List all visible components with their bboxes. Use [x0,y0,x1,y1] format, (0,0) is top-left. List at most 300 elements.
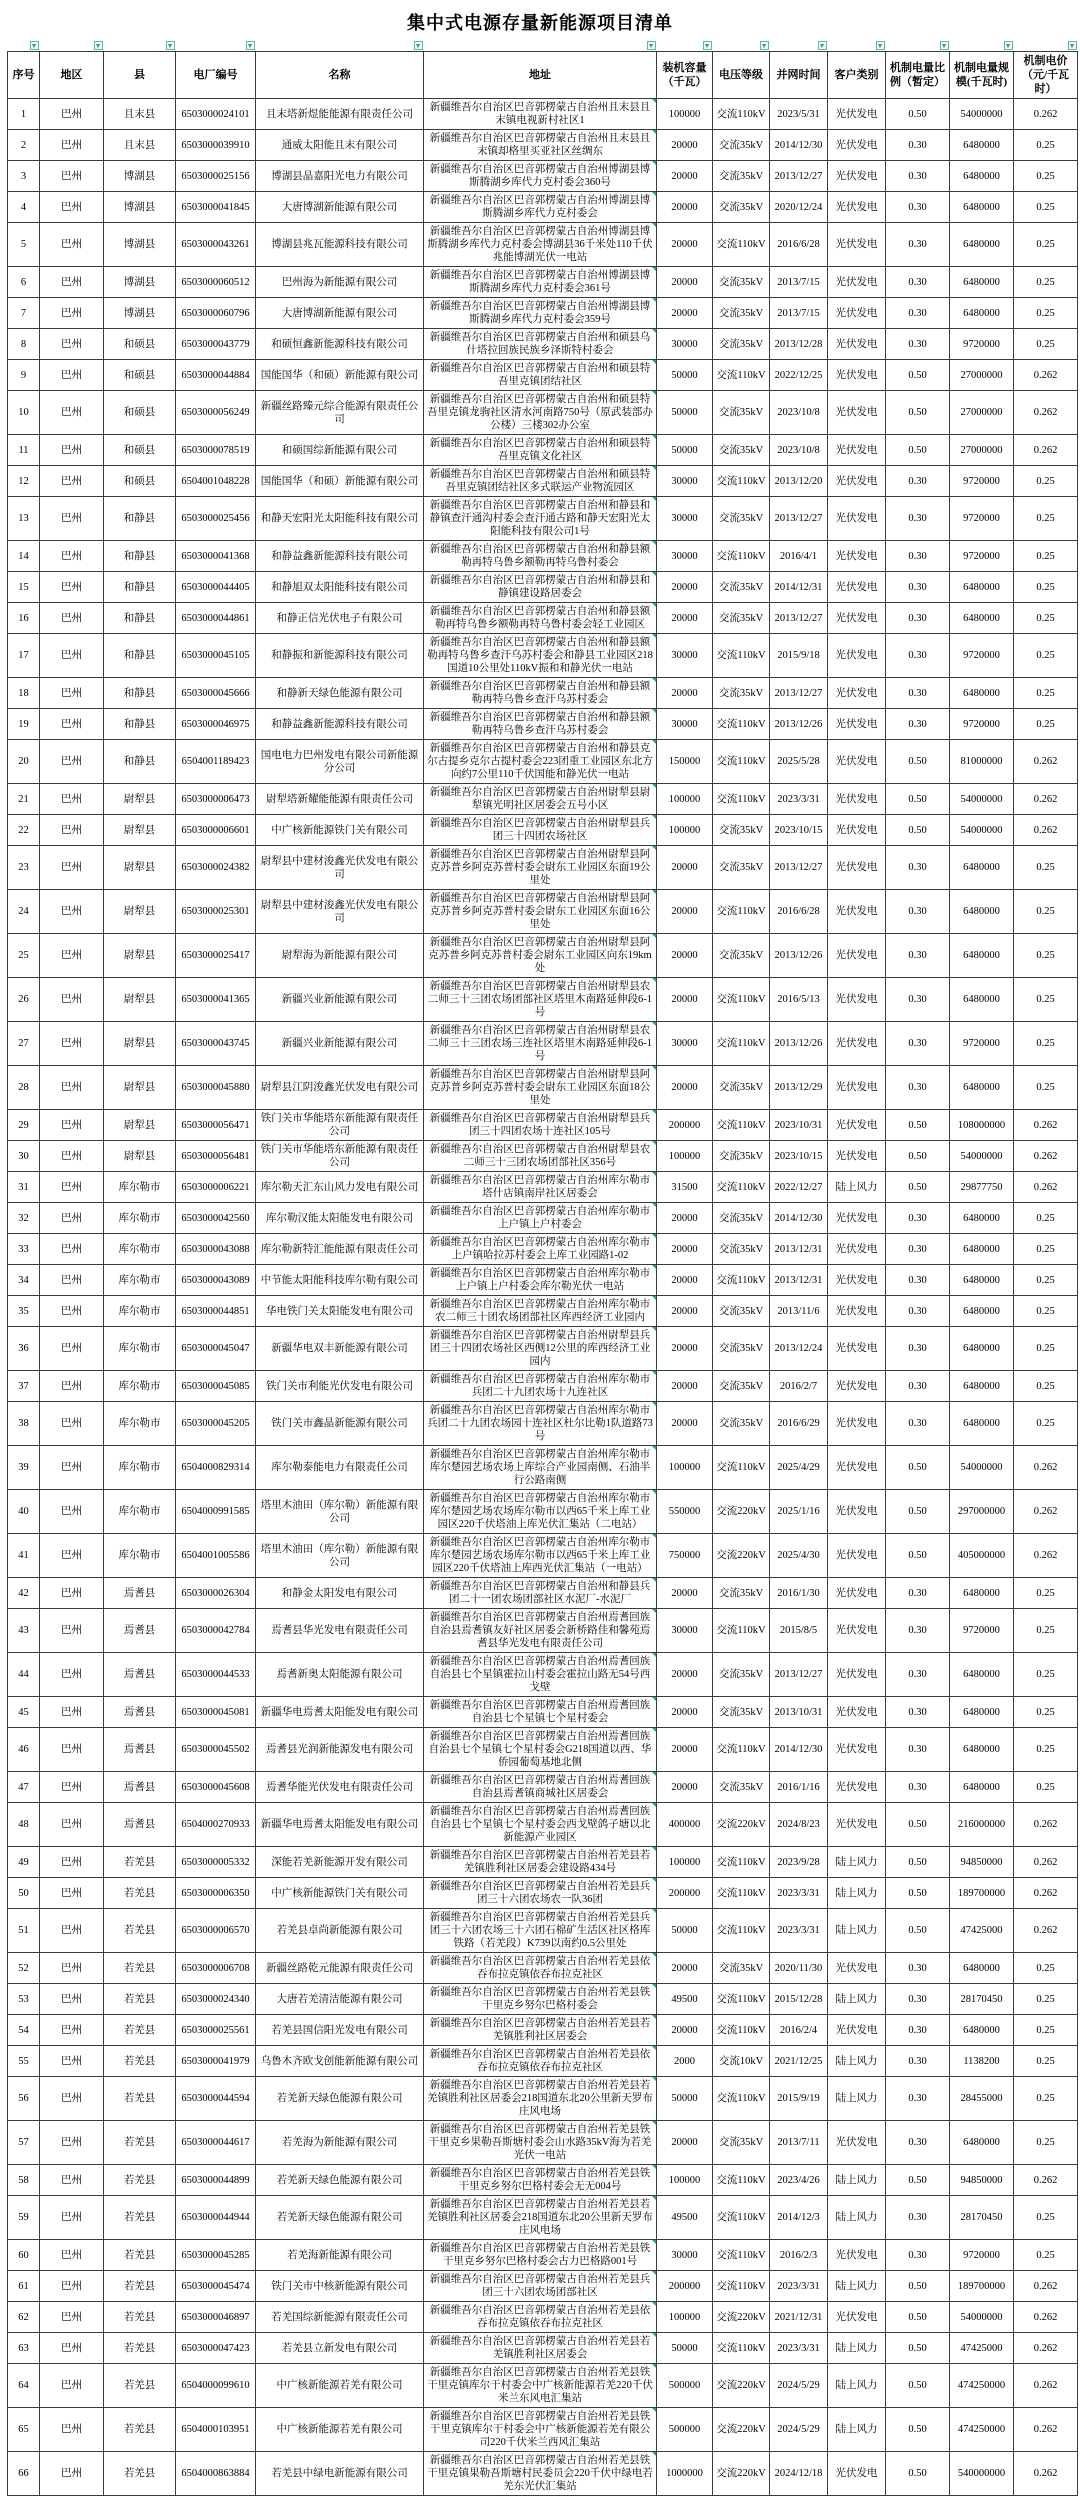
cell-name[interactable]: 新疆华电焉耆太阳能发电有限公司 [256,1803,424,1847]
cell-region[interactable]: 巴州 [40,1578,104,1609]
cell-ratio[interactable]: 0.30 [886,298,950,329]
cell-capacity[interactable]: 100000 [657,815,713,846]
cell-county[interactable]: 博湖县 [104,161,176,192]
cell-plant-no[interactable]: 6503000056249 [176,391,256,435]
cell-address[interactable]: 新疆维吾尔自治区巴音郭楞蒙古自治州库尔勒市库尔楚园艺场农场库尔勒市以西65千米上库工业园区220千伏塔油上库西光伏汇集站（一电站） [424,1534,657,1578]
cell-price[interactable]: 0.25 [1014,1772,1078,1803]
cell-ratio[interactable]: 0.50 [886,2333,950,2364]
cell-scale[interactable]: 9720000 [950,466,1014,497]
cell-capacity[interactable]: 50000 [657,435,713,466]
cell-seq[interactable]: 6 [8,267,40,298]
cell-voltage[interactable]: 交流110kV [713,978,770,1022]
cell-capacity[interactable]: 30000 [657,2240,713,2271]
cell-county[interactable]: 若羌县 [104,1984,176,2015]
cell-grid-date[interactable]: 2025/4/30 [770,1534,828,1578]
cell-category[interactable]: 光伏发电 [828,634,886,678]
cell-capacity[interactable]: 20000 [657,1697,713,1728]
cell-plant-no[interactable]: 6503000026304 [176,1578,256,1609]
cell-seq[interactable]: 3 [8,161,40,192]
cell-price[interactable]: 0.262 [1014,1446,1078,1490]
cell-seq[interactable]: 41 [8,1534,40,1578]
cell-price[interactable]: 0.25 [1014,890,1078,934]
cell-scale[interactable]: 27000000 [950,391,1014,435]
cell-seq[interactable]: 40 [8,1490,40,1534]
cell-category[interactable]: 陆上风力 [828,2077,886,2121]
cell-price[interactable]: 0.25 [1014,161,1078,192]
cell-capacity[interactable]: 49500 [657,2196,713,2240]
cell-scale[interactable]: 6480000 [950,678,1014,709]
cell-address[interactable]: 新疆维吾尔自治区巴音郭楞蒙古自治州和静县额勒再特乌鲁乡额勒再特乌鲁村委会轻工业园区 [424,603,657,634]
cell-voltage[interactable]: 交流110kV [713,740,770,784]
cell-voltage[interactable]: 交流110kV [713,2240,770,2271]
cell-price[interactable]: 0.25 [1014,497,1078,541]
cell-ratio[interactable]: 0.30 [886,934,950,978]
cell-voltage[interactable]: 交流110kV [713,2165,770,2196]
cell-region[interactable]: 巴州 [40,99,104,130]
cell-category[interactable]: 光伏发电 [828,2240,886,2271]
cell-region[interactable]: 巴州 [40,1609,104,1653]
cell-region[interactable]: 巴州 [40,1141,104,1172]
cell-plant-no[interactable]: 6503000044617 [176,2121,256,2165]
cell-voltage[interactable]: 交流110kV [713,890,770,934]
cell-scale[interactable]: 9720000 [950,541,1014,572]
cell-address[interactable]: 新疆维吾尔自治区巴音郭楞蒙古自治州尉犁县阿克苏普乡阿克苏普村委会尉东工业园区东面19公里处 [424,846,657,890]
cell-plant-no[interactable]: 6503000025456 [176,497,256,541]
cell-category[interactable]: 光伏发电 [828,978,886,1022]
cell-ratio[interactable]: 0.50 [886,1490,950,1534]
cell-plant-no[interactable]: 6503000043089 [176,1265,256,1296]
cell-seq[interactable]: 57 [8,2121,40,2165]
cell-price[interactable]: 0.262 [1014,1172,1078,1203]
cell-name[interactable]: 塔里木油田（库尔勒）新能源有限公司 [256,1534,424,1578]
cell-scale[interactable]: 6480000 [950,1578,1014,1609]
cell-grid-date[interactable]: 2013/12/20 [770,466,828,497]
cell-capacity[interactable]: 30000 [657,329,713,360]
cell-address[interactable]: 新疆维吾尔自治区巴音郭楞蒙古自治州若羌县铁干里克乡努尔巴格村委会 [424,1984,657,2015]
cell-plant-no[interactable]: 6503000006601 [176,815,256,846]
cell-category[interactable]: 光伏发电 [828,1203,886,1234]
cell-category[interactable]: 光伏发电 [828,1534,886,1578]
cell-grid-date[interactable]: 2021/12/31 [770,2302,828,2333]
cell-county[interactable]: 和静县 [104,541,176,572]
cell-capacity[interactable]: 2000 [657,2046,713,2077]
cell-seq[interactable]: 49 [8,1847,40,1878]
cell-county[interactable]: 和静县 [104,709,176,740]
cell-grid-date[interactable]: 2013/12/31 [770,1265,828,1296]
cell-grid-date[interactable]: 2016/6/29 [770,1402,828,1446]
cell-scale[interactable]: 6480000 [950,223,1014,267]
cell-address[interactable]: 新疆维吾尔自治区巴音郭楞蒙古自治州博湖县博斯腾湖乡库代力克村委会博湖县36千米处110千伏兆能博湖光伏一电站 [424,223,657,267]
cell-price[interactable]: 0.262 [1014,1847,1078,1878]
cell-region[interactable]: 巴州 [40,391,104,435]
cell-capacity[interactable]: 30000 [657,1022,713,1066]
cell-name[interactable]: 新疆华电双丰新能源有限公司 [256,1327,424,1371]
cell-grid-date[interactable]: 2014/12/30 [770,1203,828,1234]
filter-button[interactable] [414,41,423,50]
cell-capacity[interactable]: 49500 [657,1984,713,2015]
cell-price[interactable]: 0.25 [1014,1609,1078,1653]
cell-ratio[interactable]: 0.50 [886,2271,950,2302]
cell-seq[interactable]: 17 [8,634,40,678]
cell-category[interactable]: 陆上风力 [828,2046,886,2077]
cell-region[interactable]: 巴州 [40,1953,104,1984]
cell-region[interactable]: 巴州 [40,1371,104,1402]
header-name[interactable]: 名称 [256,52,424,99]
cell-ratio[interactable]: 0.50 [886,1446,950,1490]
cell-seq[interactable]: 9 [8,360,40,391]
cell-category[interactable]: 光伏发电 [828,192,886,223]
cell-category[interactable]: 陆上风力 [828,2408,886,2452]
cell-capacity[interactable]: 30000 [657,1609,713,1653]
cell-grid-date[interactable]: 2013/12/26 [770,1022,828,1066]
cell-scale[interactable]: 27000000 [950,360,1014,391]
cell-voltage[interactable]: 交流35kV [713,298,770,329]
cell-grid-date[interactable]: 2023/10/8 [770,435,828,466]
cell-address[interactable]: 新疆维吾尔自治区巴音郭楞蒙古自治州若羌县铁干里克乡果勒吾斯塘村委会山水路35kV海为若羌光伏一电站 [424,2121,657,2165]
cell-category[interactable]: 陆上风力 [828,2271,886,2302]
cell-price[interactable]: 0.25 [1014,1653,1078,1697]
cell-scale[interactable]: 54000000 [950,784,1014,815]
cell-capacity[interactable]: 500000 [657,2364,713,2408]
cell-scale[interactable]: 9720000 [950,1022,1014,1066]
cell-plant-no[interactable]: 6503000078519 [176,435,256,466]
cell-county[interactable]: 库尔勒市 [104,1327,176,1371]
cell-seq[interactable]: 43 [8,1609,40,1653]
cell-ratio[interactable]: 0.30 [886,1953,950,1984]
cell-county[interactable]: 库尔勒市 [104,1371,176,1402]
cell-name[interactable]: 若羌县卓尚新能源有限公司 [256,1909,424,1953]
cell-category[interactable]: 陆上风力 [828,1172,886,1203]
cell-address[interactable]: 新疆维吾尔自治区巴音郭楞蒙古自治州焉耆回族自治县焉耆镇商城社区居委会 [424,1772,657,1803]
cell-category[interactable]: 光伏发电 [828,1772,886,1803]
cell-name[interactable]: 且末塔新煜能能源有限责任公司 [256,99,424,130]
cell-seq[interactable]: 24 [8,890,40,934]
cell-voltage[interactable]: 交流110kV [713,634,770,678]
cell-county[interactable]: 若羌县 [104,2240,176,2271]
cell-price[interactable]: 0.25 [1014,934,1078,978]
cell-scale[interactable]: 28170450 [950,2196,1014,2240]
cell-voltage[interactable]: 交流35kV [713,2121,770,2165]
cell-address[interactable]: 新疆维吾尔自治区巴音郭楞蒙古自治州库尔勒市库尔楚园艺场农场上库综合产业园南侧、石油半行公路南侧 [424,1446,657,1490]
cell-price[interactable]: 0.262 [1014,2165,1078,2196]
cell-county[interactable]: 和硕县 [104,391,176,435]
cell-plant-no[interactable]: 6503000006570 [176,1909,256,1953]
cell-ratio[interactable]: 0.30 [886,1265,950,1296]
cell-grid-date[interactable]: 2021/12/25 [770,2046,828,2077]
cell-name[interactable]: 库尔勒新特汇能能源有限责任公司 [256,1234,424,1265]
filter-button[interactable] [30,41,39,50]
cell-voltage[interactable]: 交流110kV [713,1022,770,1066]
cell-voltage[interactable]: 交流35kV [713,1772,770,1803]
cell-scale[interactable]: 9720000 [950,2240,1014,2271]
cell-region[interactable]: 巴州 [40,603,104,634]
cell-name[interactable]: 铁门关市华能塔东新能源有限责任公司 [256,1141,424,1172]
cell-region[interactable]: 巴州 [40,267,104,298]
cell-region[interactable]: 巴州 [40,1296,104,1327]
cell-address[interactable]: 新疆维吾尔自治区巴音郭楞蒙古自治州博湖县博斯腾湖乡库代力克村委会360号 [424,161,657,192]
cell-region[interactable]: 巴州 [40,1490,104,1534]
cell-region[interactable]: 巴州 [40,1984,104,2015]
cell-category[interactable]: 光伏发电 [828,815,886,846]
cell-price[interactable]: 0.25 [1014,223,1078,267]
cell-scale[interactable]: 6480000 [950,130,1014,161]
cell-scale[interactable]: 6480000 [950,1265,1014,1296]
cell-address[interactable]: 新疆维吾尔自治区巴音郭楞蒙古自治州库尔勒市兵团二十九团农场十九连社区 [424,1371,657,1402]
cell-capacity[interactable]: 400000 [657,1803,713,1847]
cell-category[interactable]: 光伏发电 [828,541,886,572]
cell-category[interactable]: 光伏发电 [828,1490,886,1534]
cell-region[interactable]: 巴州 [40,2196,104,2240]
cell-voltage[interactable]: 交流35kV [713,435,770,466]
cell-voltage[interactable]: 交流220kV [713,2302,770,2333]
cell-scale[interactable]: 6480000 [950,603,1014,634]
cell-voltage[interactable]: 交流35kV [713,1402,770,1446]
header-region[interactable]: 地区 [40,52,104,99]
cell-voltage[interactable]: 交流110kV [713,1847,770,1878]
cell-name[interactable]: 尉犁县中建材浚鑫光伏发电有限公司 [256,890,424,934]
cell-category[interactable]: 陆上风力 [828,1878,886,1909]
cell-address[interactable]: 新疆维吾尔自治区巴音郭楞蒙古自治州尉犁县兵团三十四团农场社区西侧12公里的库西经济工业园内 [424,1327,657,1371]
cell-voltage[interactable]: 交流35kV [713,1066,770,1110]
cell-address[interactable]: 新疆维吾尔自治区巴音郭楞蒙古自治州尉犁县兵团三十四团农场十连社区105号 [424,1110,657,1141]
cell-address[interactable]: 新疆维吾尔自治区巴音郭楞蒙古自治州和静县额勒再特乌鲁乡查汗乌苏村委会 [424,709,657,740]
cell-seq[interactable]: 58 [8,2165,40,2196]
cell-grid-date[interactable]: 2020/11/30 [770,1953,828,1984]
header-capacity[interactable]: 装机容量（千瓦） [657,52,713,99]
cell-scale[interactable]: 29877750 [950,1172,1014,1203]
cell-seq[interactable]: 29 [8,1110,40,1141]
filter-button[interactable] [760,41,769,50]
header-seq[interactable]: 序号 [8,52,40,99]
cell-county[interactable]: 和硕县 [104,360,176,391]
cell-category[interactable]: 光伏发电 [828,1578,886,1609]
cell-grid-date[interactable]: 2013/11/6 [770,1296,828,1327]
cell-grid-date[interactable]: 2023/3/31 [770,784,828,815]
cell-grid-date[interactable]: 2023/9/28 [770,1847,828,1878]
cell-voltage[interactable]: 交流110kV [713,2271,770,2302]
cell-address[interactable]: 新疆维吾尔自治区巴音郭楞蒙古自治州若羌县铁干里克镇果勒吾斯塘村民委员会220千伏中绿电若羌东光伏汇集站 [424,2452,657,2496]
cell-address[interactable]: 新疆维吾尔自治区巴音郭楞蒙古自治州尉犁县农二师三十三团农场团部社区356号 [424,1141,657,1172]
cell-region[interactable]: 巴州 [40,1847,104,1878]
cell-plant-no[interactable]: 6503000044851 [176,1296,256,1327]
cell-region[interactable]: 巴州 [40,1402,104,1446]
cell-voltage[interactable]: 交流35kV [713,329,770,360]
cell-region[interactable]: 巴州 [40,2333,104,2364]
cell-address[interactable]: 新疆维吾尔自治区巴音郭楞蒙古自治州若羌县若羌镇胜利社区居委会218国道东北20公里新天罗布庄风电场 [424,2196,657,2240]
cell-voltage[interactable]: 交流35kV [713,192,770,223]
cell-address[interactable]: 新疆维吾尔自治区巴音郭楞蒙古自治州和静县额勒再特乌鲁乡额勒再特乌鲁村委会 [424,541,657,572]
cell-region[interactable]: 巴州 [40,784,104,815]
cell-seq[interactable]: 36 [8,1327,40,1371]
cell-voltage[interactable]: 交流110kV [713,1878,770,1909]
cell-scale[interactable]: 28170450 [950,1984,1014,2015]
cell-capacity[interactable]: 550000 [657,1490,713,1534]
cell-plant-no[interactable]: 6503000025561 [176,2015,256,2046]
cell-price[interactable]: 0.262 [1014,2333,1078,2364]
cell-name[interactable]: 国能国华（和硕）新能源有限公司 [256,360,424,391]
cell-grid-date[interactable]: 2013/12/27 [770,846,828,890]
cell-region[interactable]: 巴州 [40,1265,104,1296]
cell-grid-date[interactable]: 2023/10/15 [770,1141,828,1172]
cell-scale[interactable]: 54000000 [950,1446,1014,1490]
cell-name[interactable]: 博湖县晶嘉阳光电力有限公司 [256,161,424,192]
cell-ratio[interactable]: 0.50 [886,2364,950,2408]
cell-scale[interactable]: 6480000 [950,890,1014,934]
cell-region[interactable]: 巴州 [40,1878,104,1909]
cell-address[interactable]: 新疆维吾尔自治区巴音郭楞蒙古自治州和静县额勒再特乌鲁乡查汗乌苏村委会和静县工业园区218国道10公里处110kV振和和静光伏一电站 [424,634,657,678]
cell-grid-date[interactable]: 2013/12/27 [770,497,828,541]
cell-plant-no[interactable]: 6504001005586 [176,1534,256,1578]
cell-name[interactable]: 焉耆华能光伏发电有限责任公司 [256,1772,424,1803]
cell-ratio[interactable]: 0.50 [886,1110,950,1141]
cell-grid-date[interactable]: 2022/12/25 [770,360,828,391]
cell-grid-date[interactable]: 2020/12/24 [770,192,828,223]
cell-plant-no[interactable]: 6504000270933 [176,1803,256,1847]
cell-category[interactable]: 光伏发电 [828,1265,886,1296]
cell-plant-no[interactable]: 6503000045608 [176,1772,256,1803]
filter-button[interactable] [94,41,103,50]
cell-region[interactable]: 巴州 [40,192,104,223]
cell-price[interactable]: 0.25 [1014,192,1078,223]
cell-region[interactable]: 巴州 [40,740,104,784]
cell-plant-no[interactable]: 6503000044884 [176,360,256,391]
cell-county[interactable]: 若羌县 [104,1909,176,1953]
cell-category[interactable]: 光伏发电 [828,1022,886,1066]
cell-ratio[interactable]: 0.30 [886,678,950,709]
cell-ratio[interactable]: 0.30 [886,1578,950,1609]
cell-ratio[interactable]: 0.50 [886,1172,950,1203]
cell-capacity[interactable]: 50000 [657,2077,713,2121]
cell-ratio[interactable]: 0.30 [886,223,950,267]
cell-capacity[interactable]: 100000 [657,1847,713,1878]
cell-seq[interactable]: 51 [8,1909,40,1953]
cell-capacity[interactable]: 20000 [657,1265,713,1296]
cell-category[interactable]: 陆上风力 [828,2196,886,2240]
cell-ratio[interactable]: 0.30 [886,497,950,541]
cell-address[interactable]: 新疆维吾尔自治区巴音郭楞蒙古自治州尉犁县农二师三十三团农场三连社区塔里木南路延伸段6-1号 [424,1022,657,1066]
cell-region[interactable]: 巴州 [40,846,104,890]
cell-capacity[interactable]: 20000 [657,1653,713,1697]
cell-capacity[interactable]: 750000 [657,1534,713,1578]
cell-address[interactable]: 新疆维吾尔自治区巴音郭楞蒙古自治州若羌县兵团三十六团农场团部社区 [424,2271,657,2302]
cell-ratio[interactable]: 0.50 [886,1847,950,1878]
cell-region[interactable]: 巴州 [40,1909,104,1953]
cell-county[interactable]: 焉耆县 [104,1772,176,1803]
cell-region[interactable]: 巴州 [40,815,104,846]
cell-category[interactable]: 光伏发电 [828,1446,886,1490]
cell-plant-no[interactable]: 6503000043745 [176,1022,256,1066]
cell-county[interactable]: 尉犁县 [104,1141,176,1172]
cell-county[interactable]: 尉犁县 [104,784,176,815]
filter-button[interactable] [1004,41,1013,50]
cell-seq[interactable]: 45 [8,1697,40,1728]
cell-category[interactable]: 陆上风力 [828,2364,886,2408]
cell-price[interactable]: 0.262 [1014,1490,1078,1534]
cell-ratio[interactable]: 0.30 [886,978,950,1022]
cell-county[interactable]: 若羌县 [104,2165,176,2196]
cell-seq[interactable]: 18 [8,678,40,709]
cell-grid-date[interactable]: 2013/12/27 [770,161,828,192]
cell-price[interactable]: 0.262 [1014,740,1078,784]
cell-region[interactable]: 巴州 [40,2015,104,2046]
cell-grid-date[interactable]: 2013/12/27 [770,603,828,634]
cell-county[interactable]: 库尔勒市 [104,1402,176,1446]
cell-price[interactable]: 0.262 [1014,2452,1078,2496]
cell-price[interactable]: 0.25 [1014,1296,1078,1327]
cell-category[interactable]: 光伏发电 [828,603,886,634]
cell-name[interactable]: 和静新天绿色能源有限公司 [256,678,424,709]
cell-voltage[interactable]: 交流35kV [713,1371,770,1402]
cell-category[interactable]: 光伏发电 [828,130,886,161]
cell-price[interactable]: 0.262 [1014,1803,1078,1847]
cell-plant-no[interactable]: 6503000043088 [176,1234,256,1265]
cell-county[interactable]: 焉耆县 [104,1728,176,1772]
cell-capacity[interactable]: 100000 [657,1446,713,1490]
cell-address[interactable]: 新疆维吾尔自治区巴音郭楞蒙古自治州若羌县铁干里克乡努尔巴格村委会古力巴格路001号 [424,2240,657,2271]
cell-ratio[interactable]: 0.30 [886,603,950,634]
filter-button[interactable] [1068,41,1077,50]
cell-scale[interactable]: 9720000 [950,497,1014,541]
cell-address[interactable]: 新疆维吾尔自治区巴音郭楞蒙古自治州若羌县铁干里克镇库尔干村委会中广核新能源若羌有限公司220千伏米兰西风汇集站 [424,2408,657,2452]
cell-voltage[interactable]: 交流110kV [713,2015,770,2046]
cell-region[interactable]: 巴州 [40,161,104,192]
cell-address[interactable]: 新疆维吾尔自治区巴音郭楞蒙古自治州且末县且末镇电视新村社区1 [424,99,657,130]
cell-scale[interactable]: 6480000 [950,572,1014,603]
cell-capacity[interactable]: 20000 [657,161,713,192]
cell-name[interactable]: 博湖县兆瓦能源科技有限公司 [256,223,424,267]
cell-scale[interactable]: 47425000 [950,1909,1014,1953]
cell-price[interactable]: 0.262 [1014,2302,1078,2333]
cell-grid-date[interactable]: 2013/12/31 [770,1234,828,1265]
cell-category[interactable]: 光伏发电 [828,360,886,391]
cell-address[interactable]: 新疆维吾尔自治区巴音郭楞蒙古自治州焉耆回族自治县焉耆镇友好社区居委会新桥路佳和馨苑焉耆县华光发电有限责任公司 [424,1609,657,1653]
cell-voltage[interactable]: 交流35kV [713,603,770,634]
cell-plant-no[interactable]: 6503000044899 [176,2165,256,2196]
cell-seq[interactable]: 16 [8,603,40,634]
cell-plant-no[interactable]: 6503000005332 [176,1847,256,1878]
cell-seq[interactable]: 53 [8,1984,40,2015]
cell-region[interactable]: 巴州 [40,435,104,466]
cell-seq[interactable]: 54 [8,2015,40,2046]
cell-address[interactable]: 新疆维吾尔自治区巴音郭楞蒙古自治州和硕县乌什塔拉回族民族乡泽斯特村委会 [424,329,657,360]
cell-category[interactable]: 光伏发电 [828,1371,886,1402]
cell-grid-date[interactable]: 2024/5/29 [770,2408,828,2452]
cell-county[interactable]: 博湖县 [104,223,176,267]
cell-region[interactable]: 巴州 [40,1172,104,1203]
cell-voltage[interactable]: 交流35kV [713,1327,770,1371]
cell-grid-date[interactable]: 2013/12/26 [770,709,828,740]
cell-price[interactable]: 0.25 [1014,2077,1078,2121]
filter-button[interactable] [940,41,949,50]
cell-name[interactable]: 若羌县国信阳光发电有限公司 [256,2015,424,2046]
cell-plant-no[interactable]: 6503000006350 [176,1878,256,1909]
cell-capacity[interactable]: 50000 [657,2333,713,2364]
cell-category[interactable]: 陆上风力 [828,2333,886,2364]
cell-grid-date[interactable]: 2014/12/30 [770,1728,828,1772]
cell-address[interactable]: 新疆维吾尔自治区巴音郭楞蒙古自治州焉耆回族自治县七个星镇七个星村委会G218国道以西、华侨园葡萄基地北侧 [424,1728,657,1772]
cell-category[interactable]: 光伏发电 [828,1110,886,1141]
cell-name[interactable]: 中广核新能源若羌有限公司 [256,2364,424,2408]
cell-ratio[interactable]: 0.30 [886,1402,950,1446]
cell-ratio[interactable]: 0.30 [886,2240,950,2271]
cell-name[interactable]: 和静金太阳发电有限公司 [256,1578,424,1609]
cell-plant-no[interactable]: 6503000045047 [176,1327,256,1371]
cell-seq[interactable]: 38 [8,1402,40,1446]
cell-grid-date[interactable]: 2023/10/31 [770,1110,828,1141]
cell-capacity[interactable]: 20000 [657,192,713,223]
cell-ratio[interactable]: 0.30 [886,1203,950,1234]
cell-grid-date[interactable]: 2016/6/28 [770,890,828,934]
